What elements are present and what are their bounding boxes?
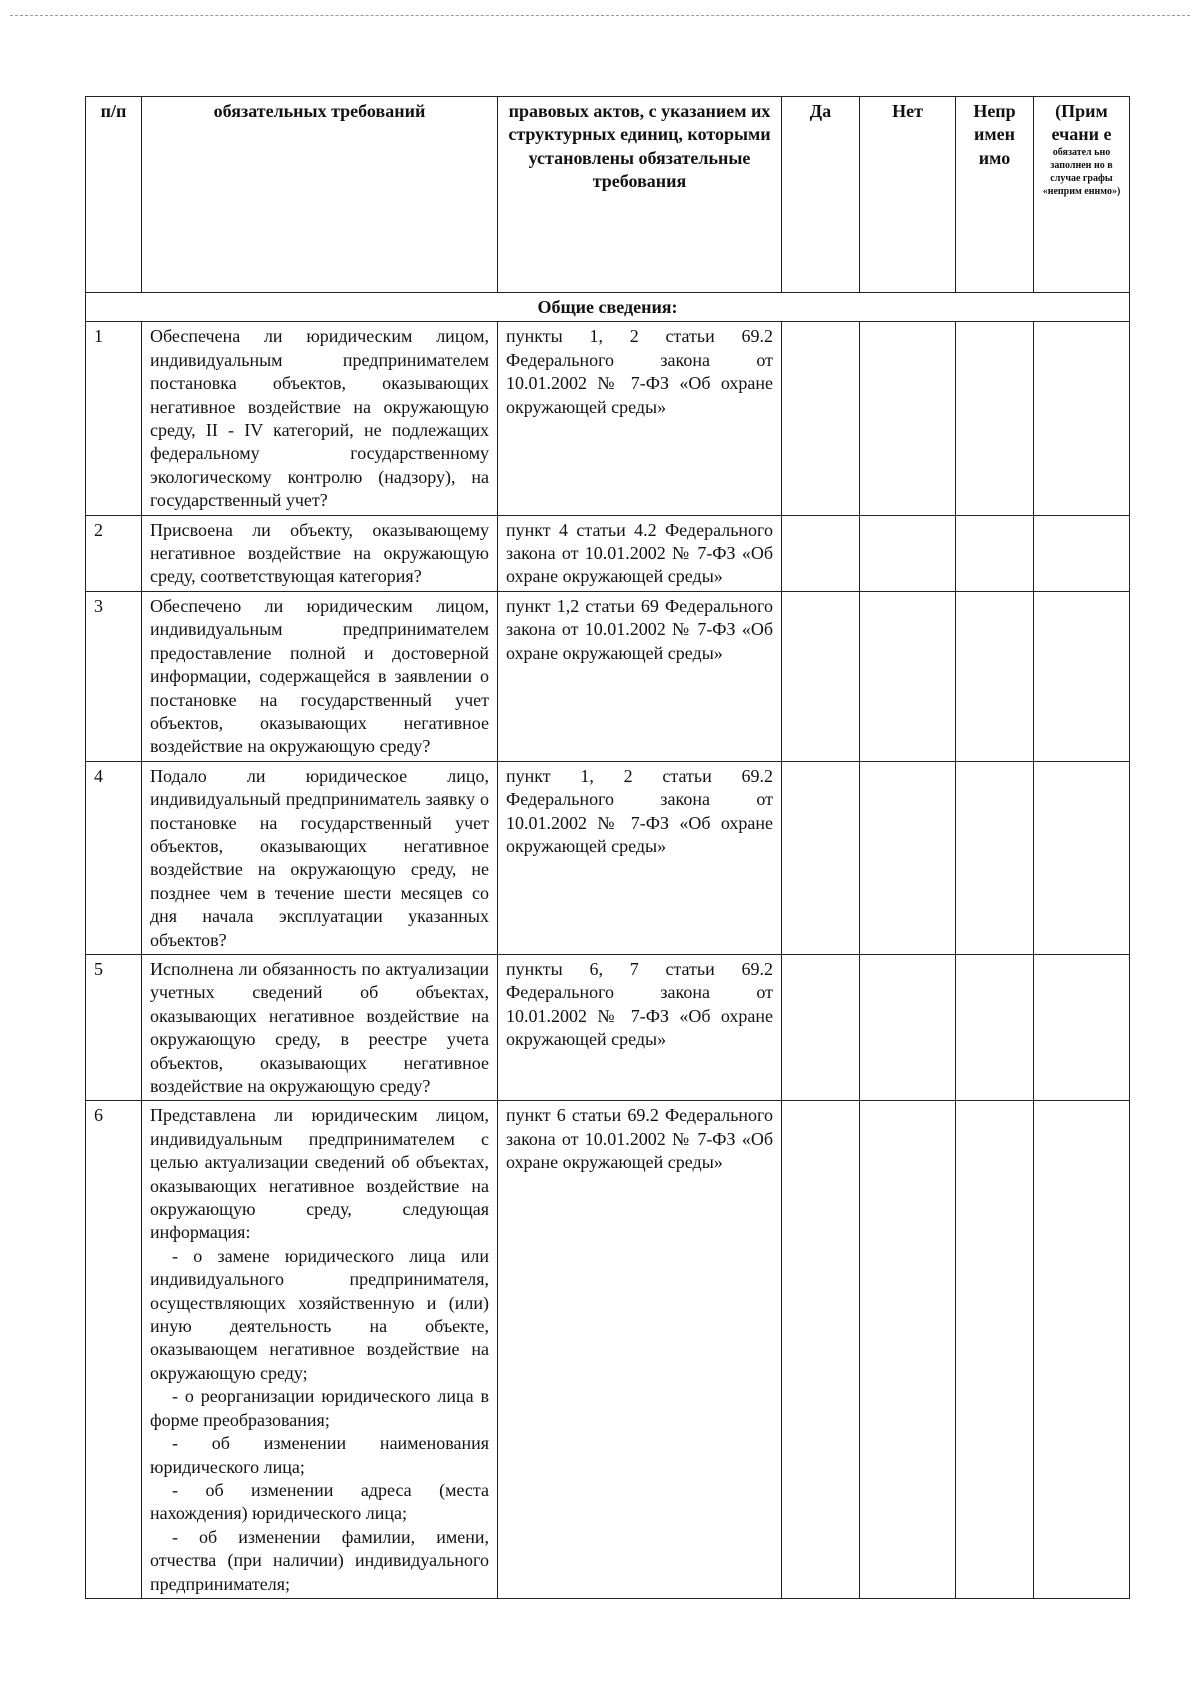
header-notes-main: (Прим ечани е [1051,101,1112,144]
row-acts: пункты 1, 2 статьи 69.2 Федерального закона от 10.01.2002 № 7-ФЗ «Об охране окружающей среды» [498,322,782,515]
cell-yes[interactable] [782,761,860,954]
requirement-item: - об изменении фамилии, имени, отчества (при наличии) индивидуального предпринимателя; [150,1526,489,1594]
row-requirement: Присвоена ли объекту, оказывающему негативное воздействие на окружающую среду, соответствующая категория? [142,515,498,591]
cell-notes[interactable] [1034,954,1130,1100]
row-acts: пункт 1,2 статьи 69 Федерального закона от 10.01.2002 № 7-ФЗ «Об охране окружающей среды» [498,591,782,761]
row-acts: пункт 4 статьи 4.2 Федерального закона от 10.01.2002 № 7-ФЗ «Об охране окружающей среды» [498,515,782,591]
row-requirement: Обеспечено ли юридическим лицом, индивидуальным предпринимателем предоставление полной и достоверной информации, содержащейся в заявлении о постановке на государственный учет объектов, оказывающих негативное воздействие на окружающую среду? [142,591,498,761]
header-yes: Да [782,97,860,293]
row-requirement-lead: Представлена ли юридическим лицом, индивидуальным предпринимателем с целью актуализации сведений об объектах, оказывающих негативное воздействие на окружающую среду, следующая информация: [150,1105,489,1243]
table-row [86,1101,1130,1599]
cell-not-applicable[interactable] [956,1101,1034,1599]
cell-not-applicable[interactable] [956,761,1034,954]
cell-no[interactable] [860,1101,956,1599]
cell-no[interactable] [860,954,956,1100]
header-acts: правовых актов, с указанием их структурных единиц, которыми установлены обязательные требования [498,97,782,293]
cell-yes[interactable] [782,591,860,761]
table-row [86,322,1130,515]
cell-no[interactable] [860,515,956,591]
row-number: 3 [86,591,142,761]
table-row [86,591,1130,761]
cell-not-applicable[interactable] [956,322,1034,515]
row-requirement [142,1101,498,1599]
cell-notes[interactable] [1034,515,1130,591]
requirement-item: - о замене юридического лица или индивидуального предпринимателя, осуществляющих хозяйственную и (или) иную деятельность на объекте, оказывающем негативное воздействие на окружающую среду; [150,1245,489,1383]
row-requirement: Обеспечена ли юридическим лицом, индивидуальным предпринимателем постановка объектов, оказывающих негативное воздействие на окружающую среду, II - IV категорий, не подлежащих федеральному государственному экологическому контролю (надзору), на государственный учет? [142,322,498,515]
requirement-item: - об изменении адреса (места нахождения) юридического лица; [150,1479,489,1524]
scan-edge-line [10,15,1190,16]
section-title: Общие сведения: [86,293,1130,322]
cell-no[interactable] [860,322,956,515]
section-row [86,293,1130,322]
row-number: 5 [86,954,142,1100]
requirement-item: - о реорганизации юридического лица в форме преобразования; [150,1386,489,1430]
cell-no[interactable] [860,591,956,761]
table-row [86,761,1130,954]
header-notes-small: обязател ьно заполнен но в случае графы «неприм еннмо») [1042,147,1121,197]
row-acts: пункт 1, 2 статьи 69.2 Федерального закона от 10.01.2002 № 7-ФЗ «Об охране окружающей среды» [498,761,782,954]
row-acts: пункты 6, 7 статьи 69.2 Федерального закона от 10.01.2002 № 7-ФЗ «Об охране окружающей среды» [498,954,782,1100]
cell-yes[interactable] [782,322,860,515]
table-row [86,954,1130,1100]
cell-not-applicable[interactable] [956,954,1034,1100]
cell-not-applicable[interactable] [956,515,1034,591]
cell-notes[interactable] [1034,322,1130,515]
cell-notes[interactable] [1034,1101,1130,1599]
cell-notes[interactable] [1034,761,1130,954]
header-not-applicable: Непр имен имо [956,97,1034,293]
row-number: 1 [86,322,142,515]
row-acts: пункт 6 статьи 69.2 Федерального закона от 10.01.2002 № 7-ФЗ «Об охране окружающей среды» [498,1101,782,1599]
row-requirement: Подало ли юридическое лицо, индивидуальный предприниматель заявку о постановке на государственный учет объектов, оказывающих негативное воздействие на окружающую среду, не позднее чем в течение шести месяцев со дня начала эксплуатации указанных объектов? [142,761,498,954]
row-number: 2 [86,515,142,591]
header-notes [1034,97,1130,293]
row-requirement: Исполнена ли обязанность по актуализации учетных сведений об объектах, оказывающих негативное воздействие на окружающую среду, в реестре учета объектов, оказывающих негативное воздействие на окружающую среду? [142,954,498,1100]
row-number: 4 [86,761,142,954]
header-no: Нет [860,97,956,293]
header-num: п/п [86,97,142,293]
table-row [86,515,1130,591]
table-header-row [86,97,1130,293]
requirement-item: - об изменении наименования юридического лица; [150,1433,489,1477]
cell-no[interactable] [860,761,956,954]
checklist-table [85,96,1130,1599]
header-requirement: обязательных требований [142,97,498,293]
cell-notes[interactable] [1034,591,1130,761]
cell-yes[interactable] [782,515,860,591]
cell-yes[interactable] [782,954,860,1100]
row-number: 6 [86,1101,142,1599]
cell-not-applicable[interactable] [956,591,1034,761]
cell-yes[interactable] [782,1101,860,1599]
